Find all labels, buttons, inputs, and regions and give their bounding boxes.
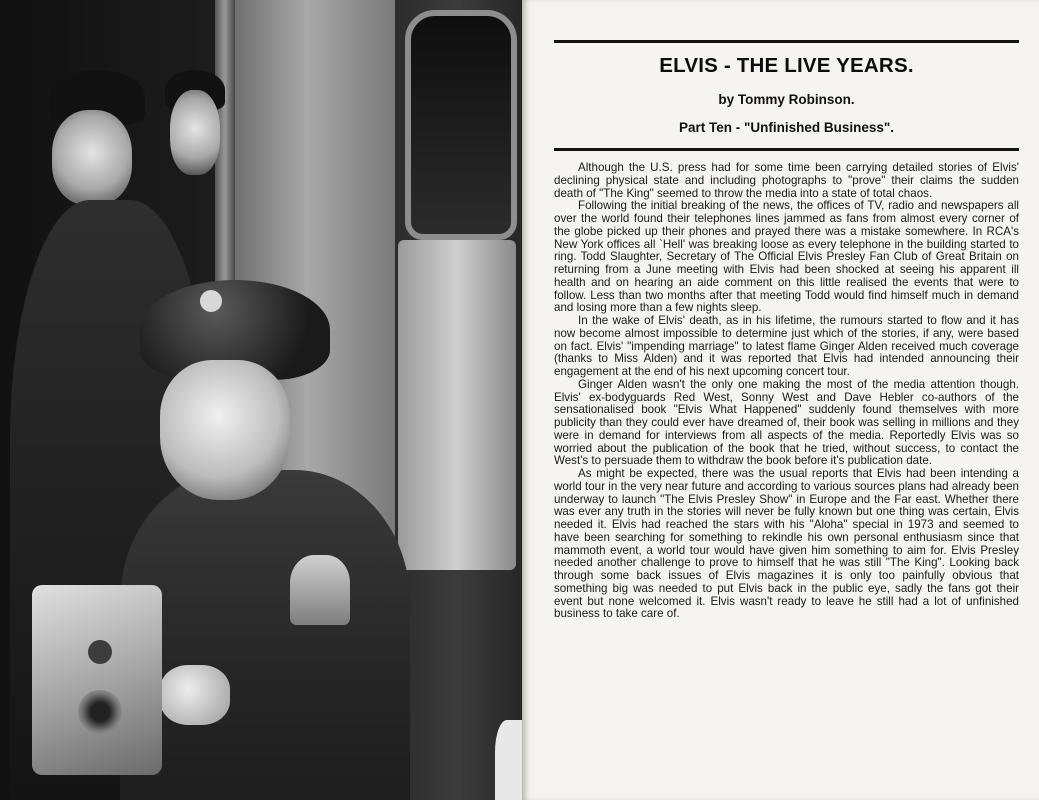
paragraph: Ginger Alden wasn't the only one making the most of the media attention though. Elvis' ex-bodyguards Red West, Sonny West and Dave Hebler co-authors of the sensationalised book "Elvis What Happened" suddenly found themselves with more publicity than they could ever have dreamed of, their book was selling in millions and they were in demand for interviews from all aspects of the media. Reportedly Elvis was so worried about the publication of the book that he tried, without success, to contact the West's to persuade them to withdraw the book before it's publication date. xyxy=(554,377,1019,468)
article-page xyxy=(522,0,1039,800)
camera-lens xyxy=(78,690,122,734)
article-title: ELVIS - THE LIVE YEARS. xyxy=(659,54,914,77)
door-panel xyxy=(398,240,516,570)
paragraph: Although the U.S. press had for some time been carrying detailed stories of Elvis' declining physical state and including photographs to "prove" their claims the sudden death of "The King" seemed to throw the media into a state of total chaos. xyxy=(554,161,1019,200)
header-rule xyxy=(554,148,1019,151)
train-window xyxy=(405,10,517,240)
shoulder-patch xyxy=(290,555,350,625)
cap-badge xyxy=(200,290,222,312)
camera xyxy=(32,585,162,775)
top-rule xyxy=(554,40,1019,43)
article-part: Part Ten - "Unfinished Business". xyxy=(678,120,895,135)
soldier-face-left xyxy=(52,110,132,205)
article-body xyxy=(554,162,1019,621)
hand-edge xyxy=(495,720,522,800)
soldier-face xyxy=(160,360,290,500)
paragraph: In the wake of Elvis' death, as in his lifetime, the rumours started to flow and it has now become almost impossible to determine just which of the stories, if any, were based on fact. Elvis' "impending marriage" to latest flame Ginger Alden received much coverage (thanks to Miss Alden) and it was reported that Elvis had intended announcing their engagement at the end of his next upcoming concert tour. xyxy=(554,314,1019,378)
paragraph: As might be expected, there was the usual reports that Elvis had been intending a world tour in the very near future and according to various sources plans had already been underway to launch "The Elvis Presley Show" in Europe and the Far east. Whether there was ever any truth in the stories will never be fully known but one thing was certain, Elvis needed it. Elvis had reached the stars with his "Aloha" special in 1973 and seemed to have been searching for something to rekindle his own personal enthusiasm since that mammoth event, a world tour would have given him something to aim for. Elvis Presley needed another challenge to prove to himself that he was still "The King". Looking back through some back issues of Elvis magazines it is only too painfully obvious that something big was needed to put Elvis back in the public eye, sadly the fans got their event but none welcomed it. Elvis wasn't ready to leave he still had a lot of unfinished business to take care of. xyxy=(554,467,1019,621)
article-byline: by Tommy Robinson. xyxy=(718,92,855,107)
soldier-face-right xyxy=(170,90,220,175)
camera-knob xyxy=(88,640,112,664)
soldier-uniform xyxy=(120,470,410,800)
soldier-hand xyxy=(160,665,230,725)
paragraph: Following the initial breaking of the news, the offices of TV, radio and newspapers all over the world found their telephones lines jammed as fans from almost every corner of the globe picked up their phones and prayed there was a mistake somewhere. In RCA's New York offices all `Hell' was breaking loose as every telephone in the building started to ring. Todd Slaughter, Secretary of The Official Elvis Presley Fan Club of Great Britain on returning from a June meeting with Elvis had been shocked at seeing his apparent ill health and on hearing an aide comment on this little realised the events that were to follow. Less than two months after that meeting Todd would find himself much in demand and losing more than a few nights sleep. xyxy=(554,199,1019,315)
